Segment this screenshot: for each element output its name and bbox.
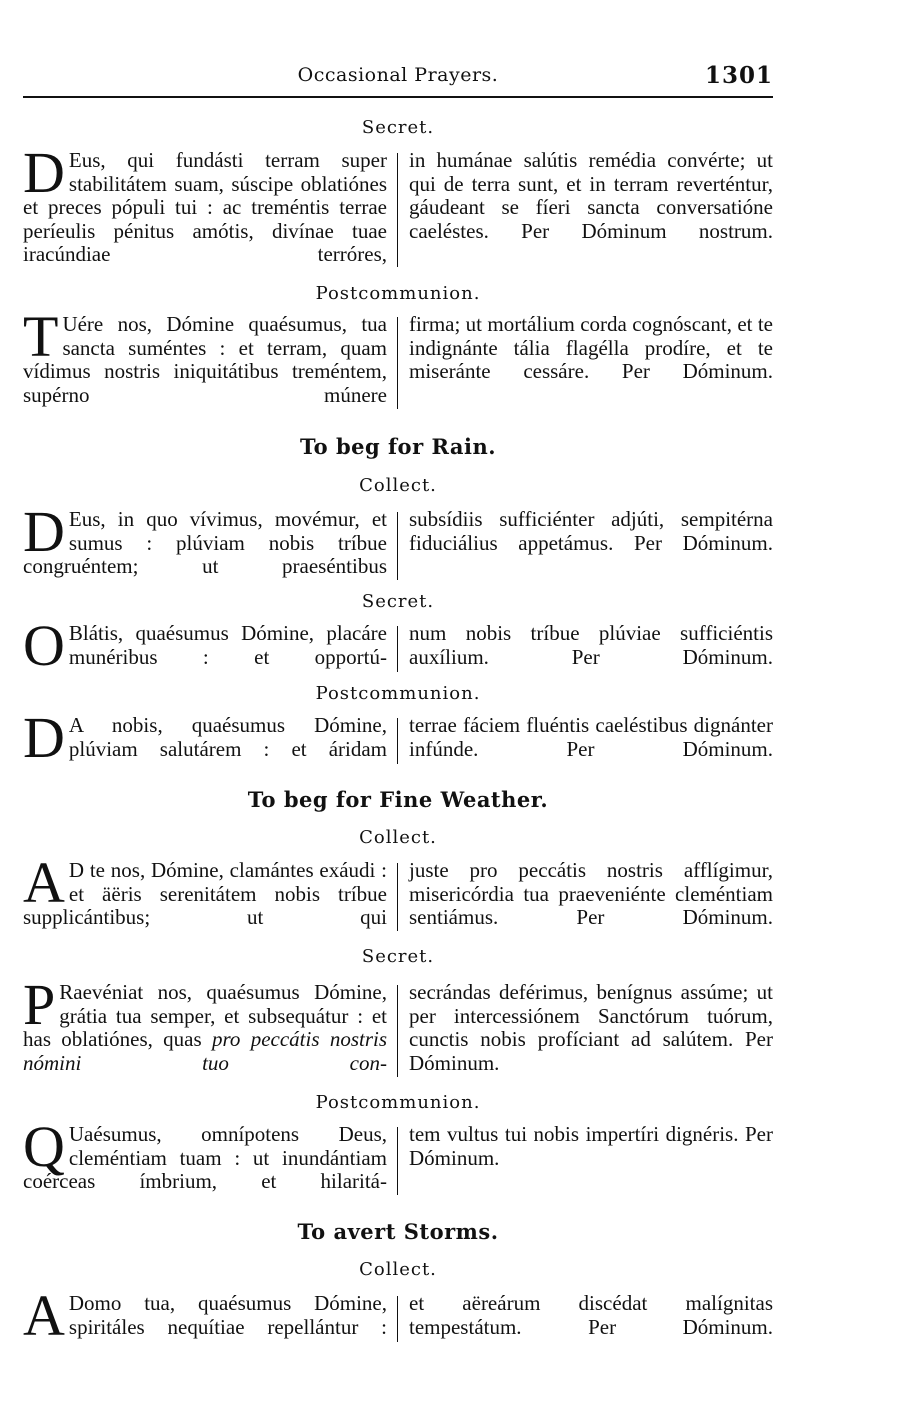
prayer-fine-collect: [23, 850, 773, 931]
prayer-left-column: [23, 1283, 387, 1348]
drop-cap: D: [23, 499, 65, 564]
column-divider: [397, 626, 398, 672]
prayer-fine-secret: [23, 972, 773, 1077]
prayer-right-column: [409, 1292, 773, 1339]
prayer-left-column: [23, 499, 387, 579]
label-collect: Collect.: [359, 1259, 437, 1280]
prayer-text: Blátis, quaésumus Dómine, placáre munéribus : et opportú-: [68, 621, 387, 669]
prayer-text: terrae fáciem fluéntis caeléstibus dignánter infúnde. Per Dóminum.: [409, 713, 773, 761]
drop-cap: D: [23, 140, 65, 205]
prayer-text: subsídiis sufficiénter adjúti, sempitérna fiduciálius appetámus. Per Dóminum.: [409, 507, 773, 555]
prayer-left-column: [23, 705, 387, 770]
label-secret: Secret.: [361, 946, 435, 967]
label-postcommunion: Postcommunion.: [315, 283, 481, 304]
prayer-text: Raevéniat nos, quaésumus Dómine, grátia tua semper, et subsequátur : et has oblatiónes, quas: [23, 980, 387, 1051]
prayer-right-column: [409, 622, 773, 669]
column-divider: [397, 317, 398, 409]
prayer-text: secrándas deférimus, benígnus assúme; ut per intercessiónem Sanctórum tuórum, cunctis nobis profíciant ad salútem. Per Dóminum.: [409, 980, 773, 1075]
prayer-left-column: [23, 140, 387, 267]
label-postcommunion: Postcommunion.: [315, 1092, 481, 1113]
label-secret: Secret.: [361, 591, 435, 612]
prayer-text: juste pro peccátis nostris afflígimur, misericórdia tua praeveniénte cleméntiam sentiámus. Per Dóminum.: [409, 858, 773, 929]
prayer-left-column: [23, 1114, 387, 1194]
prayer-fine-postcommunion: [23, 1114, 773, 1195]
prayer-right-column: [409, 313, 773, 384]
prayer-left-column: [23, 850, 387, 930]
column-divider: [397, 985, 398, 1077]
prayer-left-column: [23, 304, 387, 407]
prayer-right-column: [409, 508, 773, 555]
drop-cap: A: [23, 1283, 65, 1348]
prayer-left-column: [23, 613, 387, 678]
column-divider: [397, 863, 398, 931]
prayer-text: in humánae salútis remédia convérte; ut qui de terra sunt, et in terram reverténtur, gáudeant se fíeri sancta conversatióne caeléstes. Per Dóminum nostrum.: [409, 148, 773, 243]
prayer-right-column: [409, 1123, 773, 1170]
prayer-text: Uaésumus, omnípotens Deus, cleméntiam tuam : ut inundántiam coérceas ímbrium, et hilaritá-: [23, 1122, 387, 1193]
prayer-text: et aëreárum discédat malígnitas tempestátum. Per Dóminum.: [409, 1291, 773, 1339]
prayer-right-column: [409, 859, 773, 930]
column-divider: [397, 153, 398, 267]
prayer-text: A nobis, quaésumus Dómine, plúviam salutárem : et áridam: [68, 713, 387, 761]
prayer-secret-earthquake: [23, 140, 773, 269]
prayer-rain-secret: [23, 613, 773, 678]
drop-cap: A: [23, 850, 65, 915]
prayer-right-column: [409, 981, 773, 1075]
column-divider: [397, 1296, 398, 1342]
label-postcommunion: Postcommunion.: [315, 683, 481, 704]
prayer-text: Eus, qui fundásti terram super stabilitátem suam, súscipe oblatiónes et preces pópuli tui : ac treméntis terrae períeulis pénitus amótis, divínae tuae iracúndiae terróres,: [23, 148, 387, 266]
drop-cap: Q: [23, 1114, 65, 1179]
prayer-text: Uére nos, Dómine quaésumus, tua sancta suméntes : et terram, quam vídimus nostris iniquitátibus treméntem, supérno múnere: [23, 312, 387, 407]
drop-cap: D: [23, 705, 65, 770]
label-secret: Secret.: [361, 117, 435, 138]
label-collect: Collect.: [359, 475, 437, 496]
prayer-text: Domo tua, quaésumus Dómine, spiritáles nequítiae repellántur :: [68, 1291, 387, 1339]
prayer-right-column: [409, 149, 773, 243]
page-number: 1301: [704, 62, 773, 89]
prayer-storms-collect: [23, 1283, 773, 1348]
prayer-right-column: [409, 714, 773, 761]
section-title-storms: To avert Storms.: [297, 1219, 499, 1244]
drop-cap: T: [23, 304, 59, 369]
column-divider: [397, 718, 398, 764]
column-divider: [397, 512, 398, 580]
prayer-text: Eus, in quo vívimus, movémur, et sumus : plúviam nobis tríbue congruéntem; ut praeséntibus: [23, 507, 387, 578]
column-divider: [397, 1127, 398, 1195]
prayer-text: num nobis tríbue plúviae sufficiéntis auxílium. Per Dóminum.: [409, 621, 773, 669]
prayer-rain-collect: [23, 499, 773, 580]
prayer-rain-postcommunion: [23, 705, 773, 770]
drop-cap: O: [23, 613, 65, 678]
prayer-left-column: [23, 972, 388, 1075]
prayer-text: D te nos, Dómine, clamántes exáudi : et äëris serenitátem nobis tríbue supplicántibus; ut qui: [23, 858, 387, 929]
section-title-fine-weather: To beg for Fine Weather.: [247, 787, 549, 812]
drop-cap: P: [23, 972, 56, 1037]
running-title: Occasional Prayers.: [297, 64, 499, 86]
prayer-text-italic: pro peccátis nostris nómini tuo con-: [23, 1027, 388, 1075]
running-header: [23, 64, 773, 98]
prayer-postcommunion-earthquake: [23, 304, 773, 409]
prayer-text: firma; ut mortálium corda cognóscant, et te indignánte tália flagélla prodíre, et te miseránte cessáre. Per Dóminum.: [409, 312, 773, 383]
section-title-rain: To beg for Rain.: [299, 434, 497, 459]
label-collect: Collect.: [359, 827, 437, 848]
prayer-text: tem vultus tui nobis impertíri dignéris. Per Dóminum.: [409, 1122, 773, 1170]
